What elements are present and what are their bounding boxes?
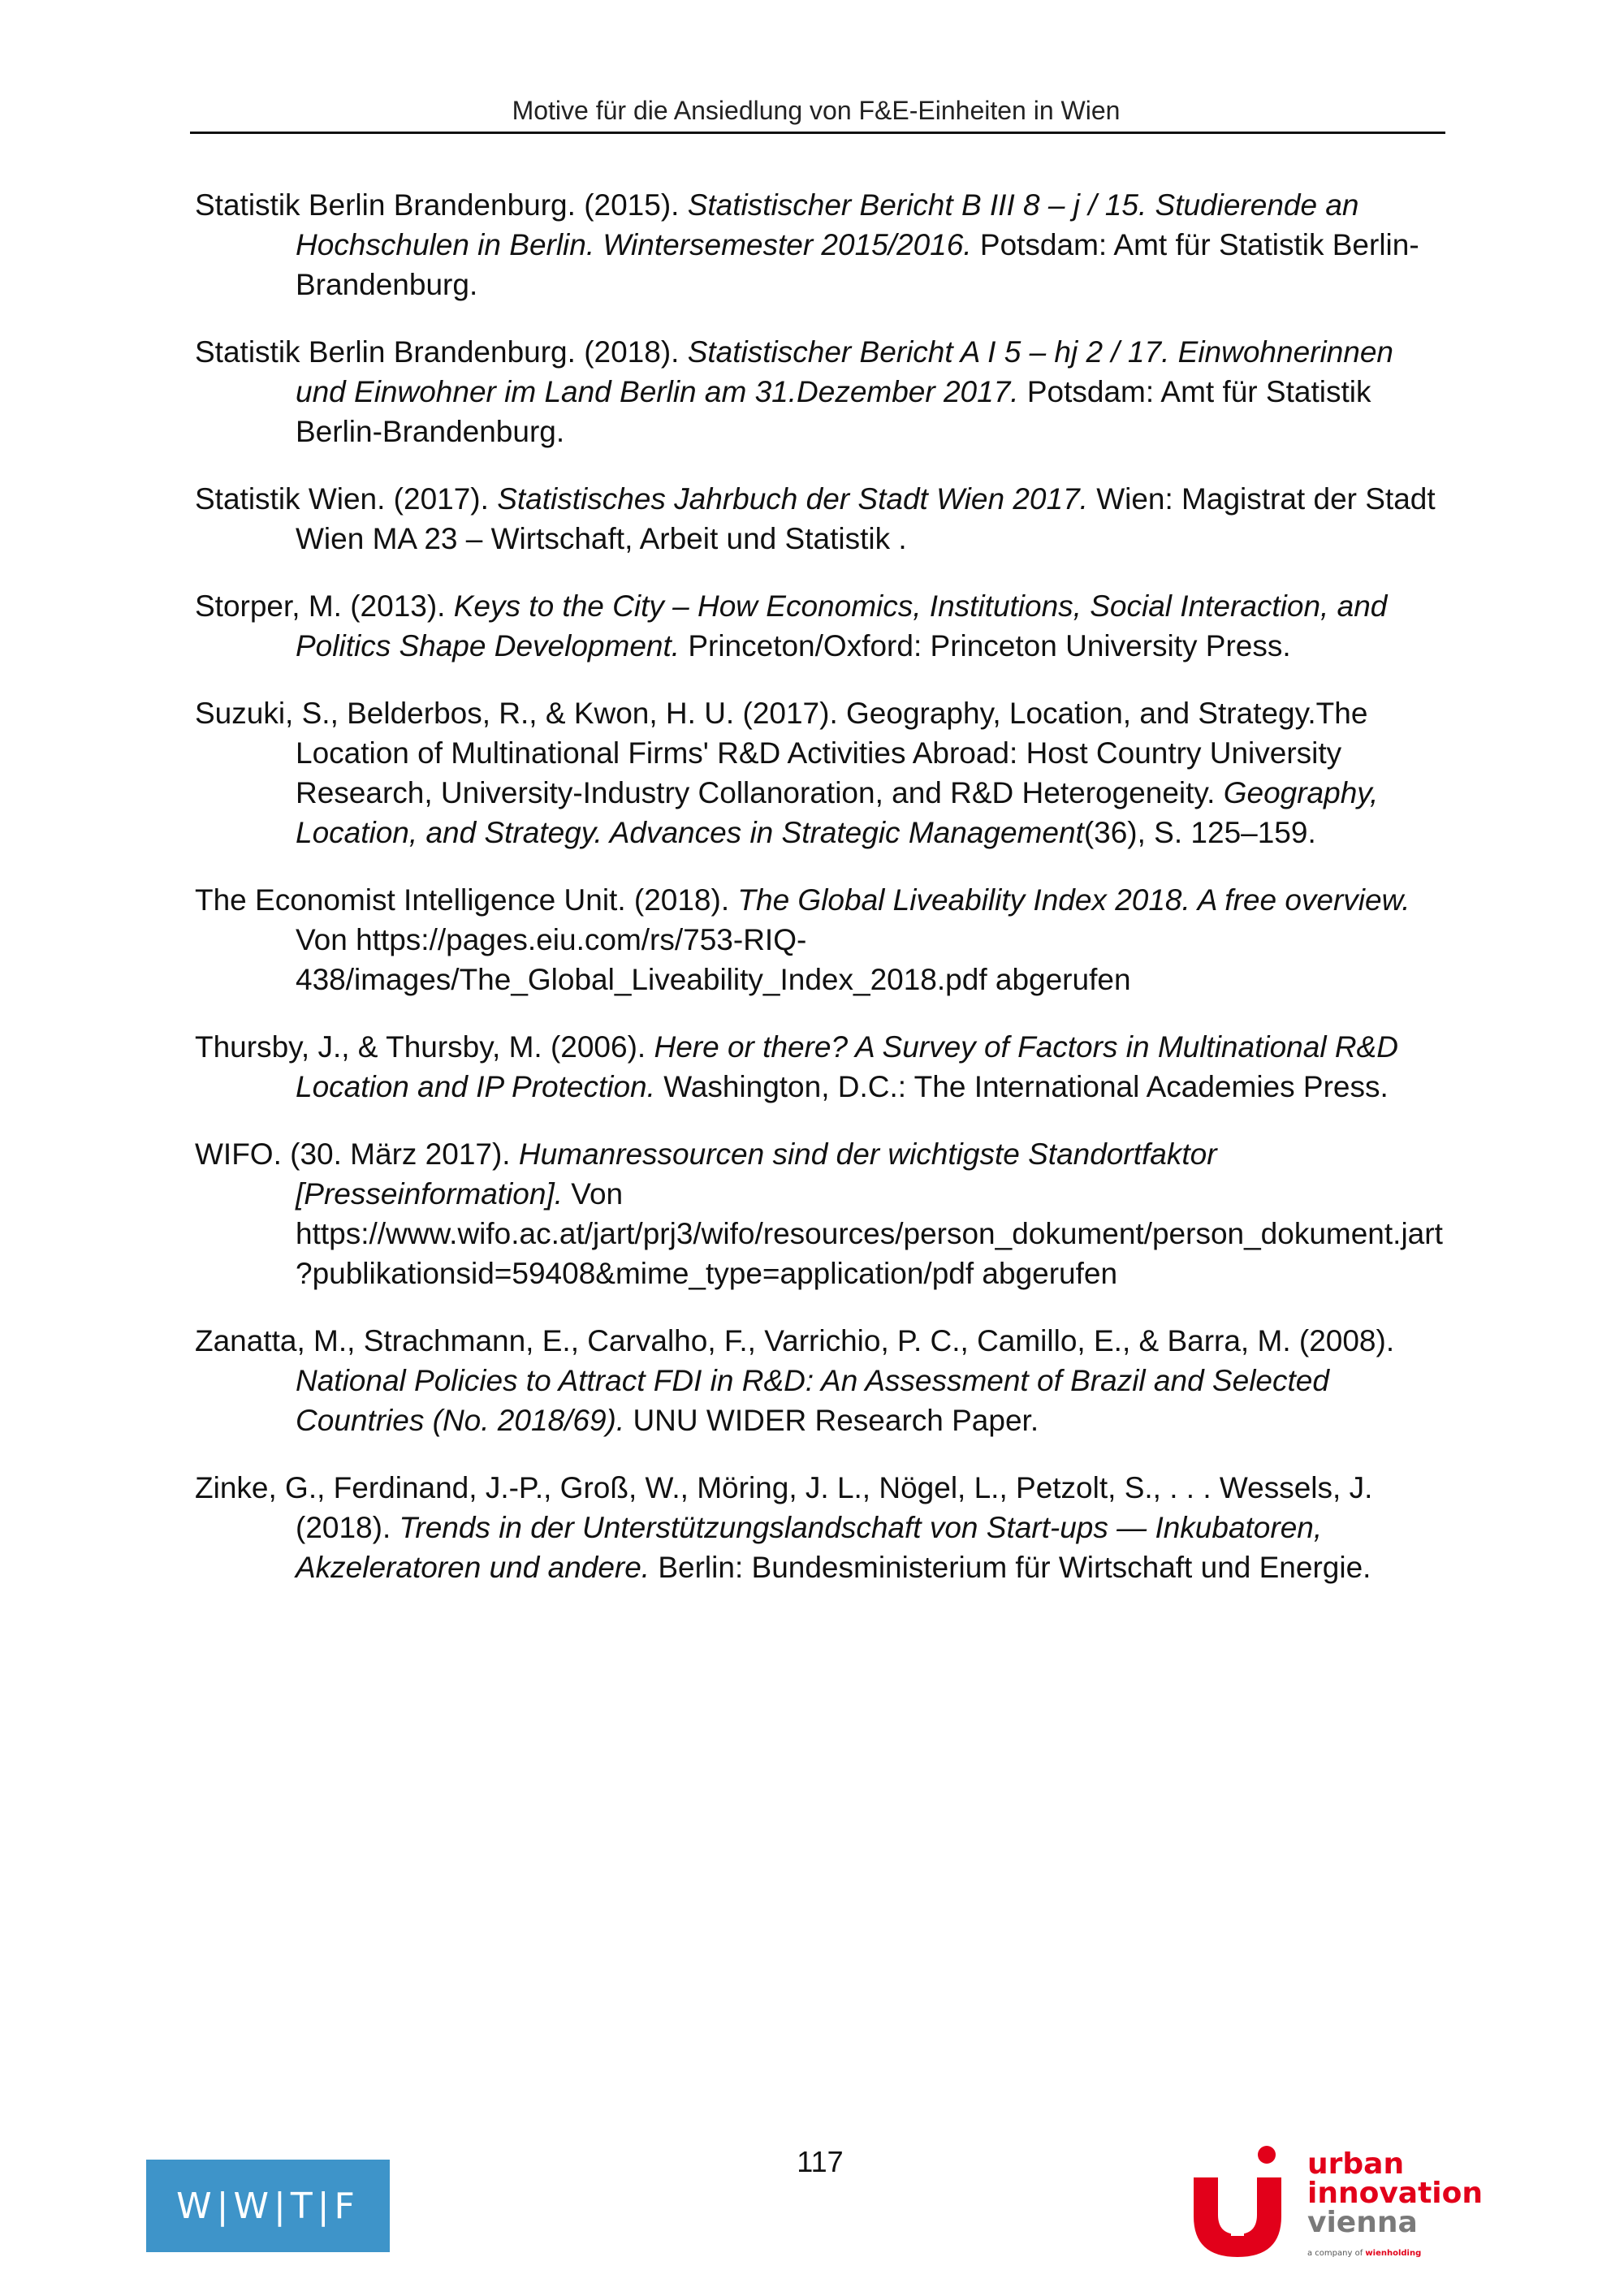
reference-text: Statistik Wien. (2017). xyxy=(195,482,498,516)
reference-title: Statistisches Jahrbuch der Stadt Wien 2017. xyxy=(497,482,1088,516)
reference-title: Statistischer Bericht B III 8 – j / 15. Studierende an Hochschulen in Berlin. Wintersemester 2015/2016. xyxy=(296,188,1359,261)
page-number: 117 xyxy=(797,2145,844,2178)
reference-entry xyxy=(195,479,1445,559)
reference-entry xyxy=(195,1321,1445,1440)
reference-title: Here or there? A Survey of Factors in Multinational R&D Location and IP Protection. xyxy=(296,1030,1398,1103)
reference-entry xyxy=(195,586,1445,666)
reference-title: Trends in der Unterstützungslandschaft von Start-ups — Inkubatoren, Akzeleratoren und andere. xyxy=(296,1511,1323,1584)
reference-title: The Global Liveability Index 2018. A free overview. xyxy=(737,883,1410,917)
running-header-title: Motive für die Ansiedlung von F&E-Einheiten in Wien xyxy=(512,96,1121,125)
reference-publisher: Washington, D.C.: The International Academies Press. xyxy=(654,1070,1389,1103)
reference-text: Statistik Berlin Brandenburg. (2015). xyxy=(195,188,688,222)
reference-text: Statistik Berlin Brandenburg. (2018). xyxy=(195,335,688,369)
reference-entry xyxy=(195,332,1445,451)
uiv-wordmark-line: vienna xyxy=(1307,2206,1418,2239)
uiv-tagline xyxy=(1307,2249,1421,2258)
reference-text: WIFO. (30. März 2017). xyxy=(195,1137,519,1171)
reference-publisher: Potsdam: Amt für Statistik Berlin-Brandenburg. xyxy=(296,228,1419,301)
reference-text: Storper, M. (2013). xyxy=(195,589,454,623)
reference-title: Geography, Location, and Strategy. Advances in Strategic Management xyxy=(296,776,1379,849)
uiv-tagline-brand: wienholding xyxy=(1365,2249,1422,2258)
reference-publisher: Wien: Magistrat der Stadt Wien MA 23 – Wirtschaft, Arbeit und Statistik . xyxy=(296,482,1436,555)
reference-text: Zinke, G., Ferdinand, J.-P., Groß, W., Möring, J. L., Nögel, L., Petzolt, S., . . . Wessels, J. (2018). xyxy=(195,1471,1373,1544)
reference-title: Humanressourcen sind der wichtigste Standortfaktor [Presseinformation]. xyxy=(296,1137,1217,1211)
wwtf-logo xyxy=(146,2160,390,2252)
urban-innovation-vienna-logo xyxy=(1187,2143,1483,2265)
reference-publisher: Berlin: Bundesministerium für Wirtschaft und Energie. xyxy=(650,1551,1371,1584)
reference-title: National Policies to Attract FDI in R&D: An Assessment of Brazil and Selected Countries (No. 2018/69). xyxy=(296,1364,1329,1437)
reference-title: Keys to the City – How Economics, Institutions, Social Interaction, and Politics Shape Development. xyxy=(296,589,1388,662)
reference-text: Thursby, J., & Thursby, M. (2006). xyxy=(195,1030,654,1064)
uiv-emblem-icon xyxy=(1187,2143,1301,2265)
reference-publisher: Von https://pages.eiu.com/rs/753-RIQ-438/images/The_Global_Liveability_Index_2018.pdf abgerufen xyxy=(296,923,1131,996)
uiv-tagline-text: a company of xyxy=(1307,2249,1363,2258)
uiv-wordmark-line: urban xyxy=(1307,2147,1405,2181)
reference-title: Statistischer Bericht A I 5 – hj 2 / 17. Einwohnerinnen und Einwohner im Land Berlin am 31.Dezember 2017. xyxy=(296,335,1394,408)
uiv-wordmark xyxy=(1307,2147,1483,2239)
reference-entry xyxy=(195,185,1445,304)
reference-entry xyxy=(195,693,1445,852)
wwtf-logo-text: W|W|T|F xyxy=(176,2185,360,2227)
reference-list xyxy=(195,185,1445,1615)
reference-publisher: (36), S. 125–159. xyxy=(1083,816,1316,849)
reference-entry xyxy=(195,880,1445,999)
reference-publisher: Potsdam: Amt für Statistik Berlin-Brandenburg. xyxy=(296,375,1371,448)
uiv-wordmark-line: innovation xyxy=(1307,2177,1483,2210)
header-divider xyxy=(190,132,1445,134)
reference-publisher: Von https://www.wifo.ac.at/jart/prj3/wifo/resources/person_dokument/person_dokument.jart?publikationsid=59408&mime_type=application/pdf abgerufen xyxy=(296,1177,1443,1290)
reference-publisher: UNU WIDER Research Paper. xyxy=(624,1404,1039,1437)
reference-publisher: Princeton/Oxford: Princeton University Press. xyxy=(680,629,1291,662)
reference-text: Zanatta, M., Strachmann, E., Carvalho, F., Varrichio, P. C., Camillo, E., & Barra, M. (2008). xyxy=(195,1324,1395,1357)
reference-text: The Economist Intelligence Unit. (2018). xyxy=(195,883,738,917)
reference-entry xyxy=(195,1027,1445,1107)
reference-text: Suzuki, S., Belderbos, R., & Kwon, H. U. (2017). Geography, Location, and Strategy.The Location of Multinational Firms' R&D Activities Abroad: Host Country University Research, University-Industry Collanoration, and R&D Heterogeneity. xyxy=(195,697,1368,809)
reference-entry xyxy=(195,1468,1445,1587)
reference-entry xyxy=(195,1134,1445,1293)
